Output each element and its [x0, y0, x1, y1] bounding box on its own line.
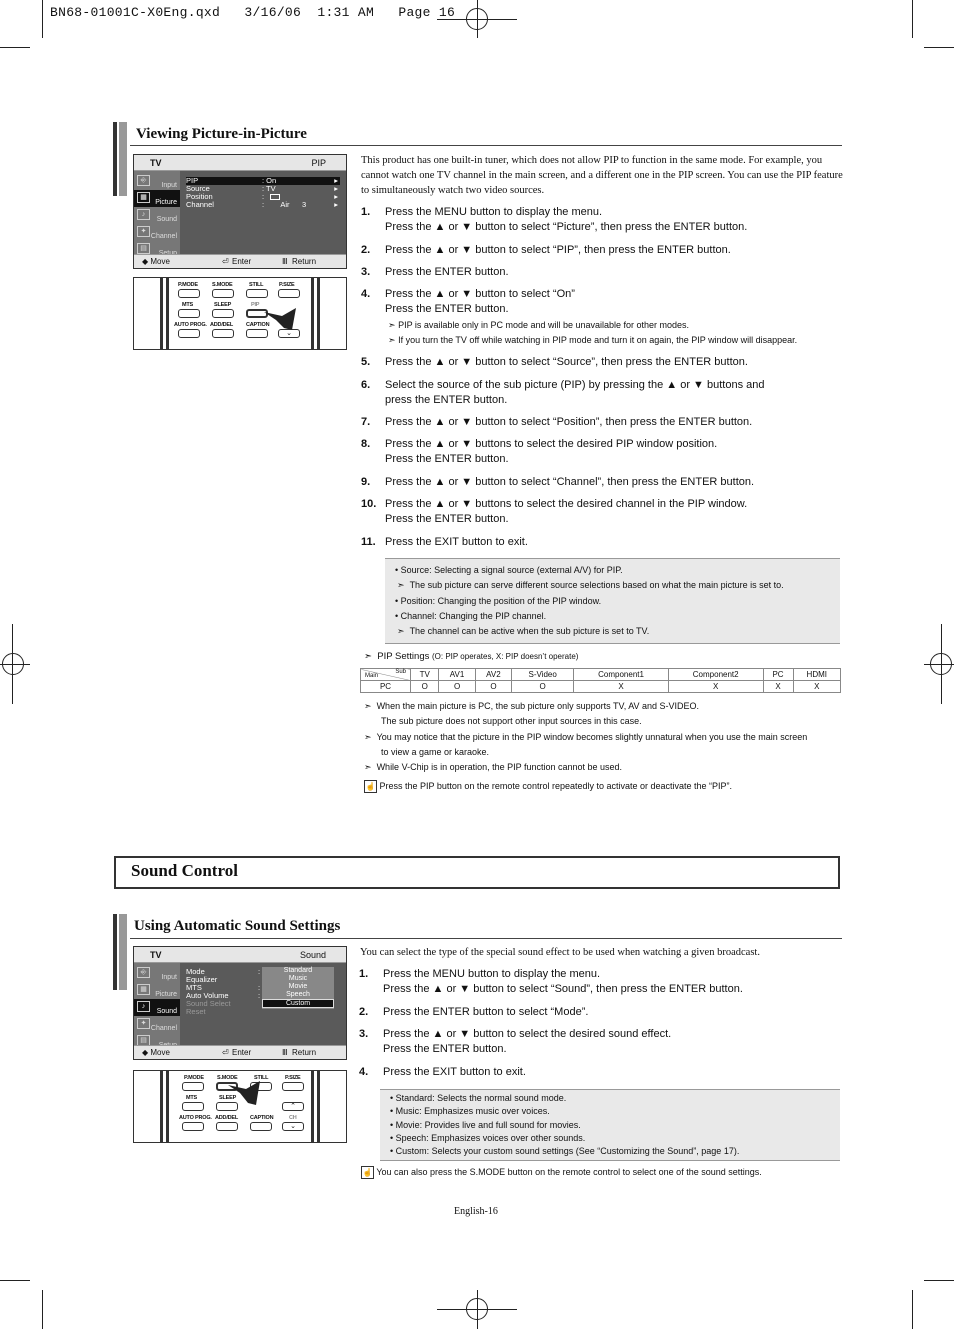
osd-row-auto-volume: Auto Volume :	[186, 991, 261, 1000]
osd-side-channel: ✦ Channel	[134, 224, 180, 241]
osd-content	[180, 171, 346, 254]
step-number: 2.	[359, 1006, 369, 1018]
arrow-right-icon: ▸	[334, 176, 338, 185]
crop-mark	[924, 1280, 954, 1281]
osd-row-source: Source : TV ▸	[186, 184, 338, 193]
setup-icon: ▤	[137, 243, 150, 254]
setup-icon: ▤	[137, 1035, 150, 1046]
registration-mark	[477, 0, 478, 38]
info-speech: • Speech: Emphasizes voices over other sounds.	[390, 1133, 586, 1143]
osd-side-picture: ▦ Picture	[134, 190, 180, 207]
step-number: 10.	[361, 498, 377, 510]
sleep-label: SLEEP	[214, 302, 232, 308]
info-movie: • Movie: Provides live and full sound for movies.	[390, 1120, 581, 1130]
step-number: 7.	[361, 416, 371, 428]
info-channel-note: ➣ The channel can be active when the sub picture is set to TV.	[397, 626, 650, 636]
note-pc-main-2: The sub picture does not support other input sources in this case.	[381, 716, 642, 726]
section-bar	[113, 122, 127, 196]
autoprog-button	[182, 1122, 204, 1131]
pip-settings-heading: ➣ PIP Settings (O: PIP operates, X: PIP doesn’t operate)	[364, 651, 579, 662]
pip-info-box	[385, 558, 840, 644]
smode-label: S.MODE	[217, 1075, 238, 1081]
pmode-label: P.MODE	[178, 282, 198, 288]
table-cell: X	[668, 681, 763, 693]
sound-control-title: Sound Control	[131, 861, 238, 880]
step-2	[359, 1005, 829, 1021]
info-channel: • Channel: Changing the PIP channel.	[395, 611, 547, 621]
note-arrow-icon: ➣	[397, 626, 405, 636]
step-5	[361, 355, 831, 371]
step-number: 1.	[361, 206, 371, 218]
info-custom: • Custom: Selects your custom sound settings (See “Customizing the Sound”, page 17).	[390, 1146, 740, 1156]
channel-down-button: ⌄	[278, 329, 300, 338]
mts-label: MTS	[186, 1095, 198, 1101]
section-bar	[113, 914, 127, 990]
step-number: 6.	[361, 379, 371, 391]
adddel-button	[212, 329, 234, 338]
arrow-right-icon: ▸	[334, 200, 338, 209]
table-cell: X	[574, 681, 669, 693]
pointing-hand-icon	[262, 304, 302, 334]
osd-side-sound: ♪ Sound	[134, 999, 180, 1016]
sound-info-box	[380, 1089, 840, 1161]
step4-note-1: ➣ PIP is available only in PC mode and will be unavailable for other modes.	[388, 320, 690, 330]
smode-label: S.MODE	[212, 282, 233, 288]
step-text: Press the MENU button to display the menu.	[385, 206, 603, 218]
registration-mark	[924, 664, 954, 665]
pip-label: PIP	[251, 302, 260, 308]
osd-menu-name: Sound	[299, 950, 326, 960]
sleep-button	[212, 309, 234, 318]
osd-header	[134, 155, 346, 171]
note-unnatural-2: to view a game or karaoke.	[381, 747, 490, 757]
osd-side-input: ⎆ Input	[134, 965, 180, 982]
table-header-cell: Component2	[668, 669, 763, 681]
return-icon: Ⅲ	[282, 257, 288, 266]
step-text: Press the ▲ or ▼ button to select “On”	[385, 288, 575, 300]
step-number: 4.	[359, 1066, 369, 1078]
table-header-cell: HDMI	[793, 669, 840, 681]
osd-row-mode: Mode :	[186, 967, 261, 976]
step-8	[361, 437, 831, 469]
osd-menu-name: PIP	[311, 158, 326, 168]
sleep-label: SLEEP	[219, 1095, 237, 1101]
step-number: 5.	[361, 356, 371, 368]
osd-side-picture: ▦ Picture	[134, 982, 180, 999]
step-text: Press the ▲ or ▼ buttons to select the desired PIP window position.	[385, 438, 718, 450]
osd-row-mts: MTS :	[186, 983, 261, 992]
sound-remote-illustration	[133, 1070, 347, 1143]
step-4	[361, 287, 831, 319]
step-text: Press the MENU button to display the menu.	[383, 968, 601, 980]
osd-title: TV	[150, 158, 162, 168]
step-text: Press the ▲ or ▼ button to select “Sound”, then press the ENTER button.	[383, 983, 743, 995]
smode-button	[212, 289, 234, 298]
osd-row-position: Position : ▸	[186, 192, 338, 201]
hand-note-icon: ☝	[362, 1168, 373, 1177]
step-text: Press the ENTER button.	[385, 453, 509, 465]
picture-icon: ▦	[137, 192, 150, 203]
note-vchip: ➣ While V-Chip is in operation, the PIP function cannot be used.	[364, 762, 623, 772]
step-text: Press the ▲ or ▼ buttons to select the desired channel in the PIP window.	[385, 498, 748, 510]
table-row-label: PC	[361, 681, 411, 693]
still-label: STILL	[249, 282, 264, 288]
file-header: BN68-01001C-X0Eng.qxd 3/16/06 1:31 AM Page 16	[50, 5, 456, 20]
remote-edge	[317, 278, 320, 349]
step-text: press the ENTER button.	[385, 394, 508, 406]
osd-footer: ◆ Move ⏎ Enter Ⅲ Return	[134, 1045, 346, 1059]
step-text: Press the ▲ or ▼ button to select “Picture”, then press the ENTER button.	[385, 221, 748, 233]
table-header-cell: AV1	[439, 669, 475, 681]
registration-mark	[477, 1290, 478, 1329]
step-7	[361, 415, 831, 431]
psize-button	[282, 1082, 304, 1091]
option-music: Music	[288, 975, 308, 982]
step-number: 11.	[361, 536, 376, 548]
input-icon: ⎆	[137, 175, 150, 186]
osd-row-pip: PIP : On ▸	[186, 176, 338, 185]
table-header-cell: Component1	[574, 669, 669, 681]
section-rule	[130, 145, 842, 146]
arrow-right-icon: ▸	[334, 192, 338, 201]
step-1	[359, 967, 829, 999]
pmode-button	[182, 1082, 204, 1091]
note-arrow-icon: ➣	[364, 701, 372, 711]
autoprog-label: AUTO PROG.	[174, 322, 207, 328]
info-source: • Source: Selecting a signal source (external A/V) for PIP.	[395, 565, 623, 575]
channel-up-button: ⌃	[282, 1102, 304, 1111]
table-cell: X	[763, 681, 793, 693]
step-text: Press the ▲ or ▼ button to select “Position”, then press the ENTER button.	[385, 416, 753, 428]
osd-side-input: ⎆ Input	[134, 173, 180, 190]
sound-intro: You can select the type of the special sound effect to be used when watching a given broadcast.	[360, 947, 760, 958]
osd-row-equalizer: Equalizer	[186, 975, 218, 984]
table-row	[361, 681, 841, 693]
table-header-cell: S-Video	[512, 669, 574, 681]
step-text: Press the ▲ or ▼ button to select “Channel”, then press the ENTER button.	[385, 476, 755, 488]
table-cell: O	[411, 681, 439, 693]
sound-icon: ♪	[137, 209, 150, 220]
step-9	[361, 475, 831, 491]
step-text: Press the ENTER button.	[385, 266, 509, 278]
enter-icon: ⏎	[222, 257, 229, 266]
crop-mark	[42, 1290, 43, 1329]
table-cell: O	[475, 681, 511, 693]
option-movie: Movie	[288, 983, 308, 990]
arrow-right-icon: ▸	[334, 184, 338, 193]
picture-icon: ▦	[137, 984, 150, 995]
table-cell: O	[512, 681, 574, 693]
info-standard: • Standard: Selects the normal sound mode.	[390, 1093, 567, 1103]
pointing-hand-icon	[226, 1079, 266, 1109]
psize-label: P.SIZE	[285, 1075, 301, 1081]
section-rule	[130, 938, 842, 939]
step-4	[359, 1065, 829, 1081]
table-header-cell: PC	[763, 669, 793, 681]
adddel-button	[216, 1122, 238, 1131]
mts-button	[178, 309, 200, 318]
remote-edge	[160, 278, 163, 349]
step-text: Press the ENTER button to select “Mode”.	[383, 1006, 589, 1018]
sound-icon: ♪	[137, 1001, 150, 1012]
step4-note-2: ➣ If you turn the TV off while watching in PIP mode and turn it on again, the PIP window will disappear.	[388, 335, 798, 345]
pip-section-title: Viewing Picture-in-Picture	[136, 126, 307, 142]
note-arrow-icon: ➣	[364, 732, 372, 742]
enter-icon: ⏎	[222, 1048, 229, 1057]
osd-sidebar	[134, 171, 180, 254]
autoprog-button	[178, 329, 200, 338]
sound-section-title: Using Automatic Sound Settings	[134, 918, 341, 934]
registration-mark	[0, 664, 30, 665]
step-text: Press the ▲ or ▼ button to select “PIP”, then press the ENTER button.	[385, 244, 731, 256]
pmode-label: P.MODE	[184, 1075, 204, 1081]
step-text: Press the ENTER button.	[383, 1043, 507, 1055]
note-arrow-icon: ➣	[388, 335, 396, 345]
step-number: 3.	[361, 266, 371, 278]
step-1	[361, 205, 831, 237]
psize-label: P.SIZE	[279, 282, 295, 288]
step-number: 4.	[361, 288, 371, 300]
step-text: Press the ▲ or ▼ button to select the desired sound effect.	[383, 1028, 672, 1040]
step-text: Press the EXIT button to exit.	[385, 536, 528, 548]
osd-sidebar	[134, 963, 180, 1045]
table-header-cell: AV2	[475, 669, 511, 681]
adddel-label: ADD/DEL	[215, 1115, 239, 1121]
return-icon: Ⅲ	[282, 1048, 288, 1057]
note-arrow-icon: ➣	[364, 651, 372, 662]
table-corner: Main Sub	[361, 669, 411, 681]
crop-mark	[912, 0, 913, 38]
pip-osd-menu	[133, 154, 347, 269]
pmode-button	[178, 289, 200, 298]
option-speech: Speech	[286, 991, 310, 998]
mts-label: MTS	[182, 302, 194, 308]
table-header-row	[361, 669, 841, 681]
crop-mark	[924, 47, 954, 48]
osd-header	[134, 947, 346, 963]
remote-edge	[160, 1071, 163, 1142]
pip-intro: This product has one built-in tuner, which does not allow PIP to function in the same mode. For example, you cannot watch one TV channel in the main screen, and a different one in the PIP screen. You can use the PIP feature to simultaneously watch two video sources.	[361, 155, 843, 196]
mode-options-dropdown	[262, 967, 334, 1009]
step-number: 8.	[361, 438, 371, 450]
crop-mark	[0, 1280, 30, 1281]
table-header-cell: TV	[411, 669, 439, 681]
step-11	[361, 535, 831, 551]
mts-button	[182, 1102, 204, 1111]
page-number: English-16	[454, 1206, 498, 1217]
crop-mark	[42, 0, 43, 38]
caption-label: CAPTION	[250, 1115, 274, 1121]
note-unnatural: ➣ You may notice that the picture in the PIP window becomes slightly unnatural when you use the main screen	[364, 732, 808, 742]
note-arrow-icon: ➣	[397, 580, 405, 590]
step-number: 1.	[359, 968, 369, 980]
info-position: • Position: Changing the position of the PIP window.	[395, 596, 602, 606]
note-arrow-icon: ➣	[388, 320, 396, 330]
pip-remote-illustration	[133, 277, 347, 350]
input-icon: ⎆	[137, 967, 150, 978]
autoprog-label: AUTO PROG.	[179, 1115, 212, 1121]
osd-footer: ◆ Move ⏎ Enter Ⅲ Return	[134, 254, 346, 268]
still-label: STILL	[254, 1075, 269, 1081]
osd-row-channel: Channel : Air 3 ▸	[186, 200, 338, 209]
caption-button	[250, 1122, 272, 1131]
caption-label: CAPTION	[246, 322, 270, 328]
info-source-note: ➣ The sub picture can serve different source selections based on what the main picture is set to.	[397, 580, 784, 590]
step-3	[361, 265, 831, 281]
step-text: Press the ENTER button.	[385, 303, 509, 315]
step-text: Press the ENTER button.	[385, 513, 509, 525]
channel-icon: ✦	[137, 226, 150, 237]
step-text: Press the EXIT button to exit.	[383, 1066, 526, 1078]
step-text: Press the ▲ or ▼ button to select “Source”, then press the ENTER button.	[385, 356, 748, 368]
note-pc-main: ➣ When the main picture is PC, the sub picture only supports TV, AV and S-VIDEO.	[364, 701, 700, 711]
step-text: Select the source of the sub picture (PIP) by pressing the ▲ or ▼ buttons and	[385, 379, 765, 391]
step-2	[361, 243, 831, 259]
channel-icon: ✦	[137, 1018, 150, 1029]
crop-mark	[912, 1290, 913, 1329]
osd-side-channel: ✦ Channel	[134, 1016, 180, 1033]
still-button	[246, 289, 268, 298]
option-custom: Custom	[262, 999, 334, 1008]
step-10	[361, 497, 831, 529]
crop-mark	[0, 47, 30, 48]
remote-edge	[317, 1071, 320, 1142]
sound-tip: ☝ You can also press the S.MODE button on the remote control to select one of the sound settings.	[362, 1167, 762, 1177]
step-6	[361, 378, 831, 410]
note-arrow-icon: ➣	[364, 762, 372, 772]
info-music: • Music: Emphasizes music over voices.	[390, 1106, 550, 1116]
sound-osd-menu	[133, 946, 347, 1060]
channel-down-button: ⌄	[282, 1122, 304, 1131]
pip-settings-table	[360, 668, 841, 693]
option-standard: Standard	[283, 967, 313, 974]
osd-side-sound: ♪ Sound	[134, 207, 180, 224]
pip-tip: ☝ Press the PIP button on the remote control repeatedly to activate or deactivate the “PIP”.	[365, 781, 733, 791]
ch-label: CH	[289, 1115, 297, 1121]
step-3	[359, 1027, 829, 1059]
step-number: 2.	[361, 244, 371, 256]
hand-note-icon: ☝	[365, 782, 376, 791]
step-number: 3.	[359, 1028, 369, 1040]
table-cell: O	[439, 681, 475, 693]
table-cell: X	[793, 681, 840, 693]
osd-content	[180, 963, 346, 1045]
step-number: 9.	[361, 476, 371, 488]
psize-button	[278, 289, 300, 298]
osd-row-reset: Reset	[186, 1007, 206, 1016]
osd-title: TV	[150, 950, 162, 960]
adddel-label: ADD/DEL	[210, 322, 234, 328]
osd-row-sound-select: Sound Select	[186, 999, 231, 1008]
